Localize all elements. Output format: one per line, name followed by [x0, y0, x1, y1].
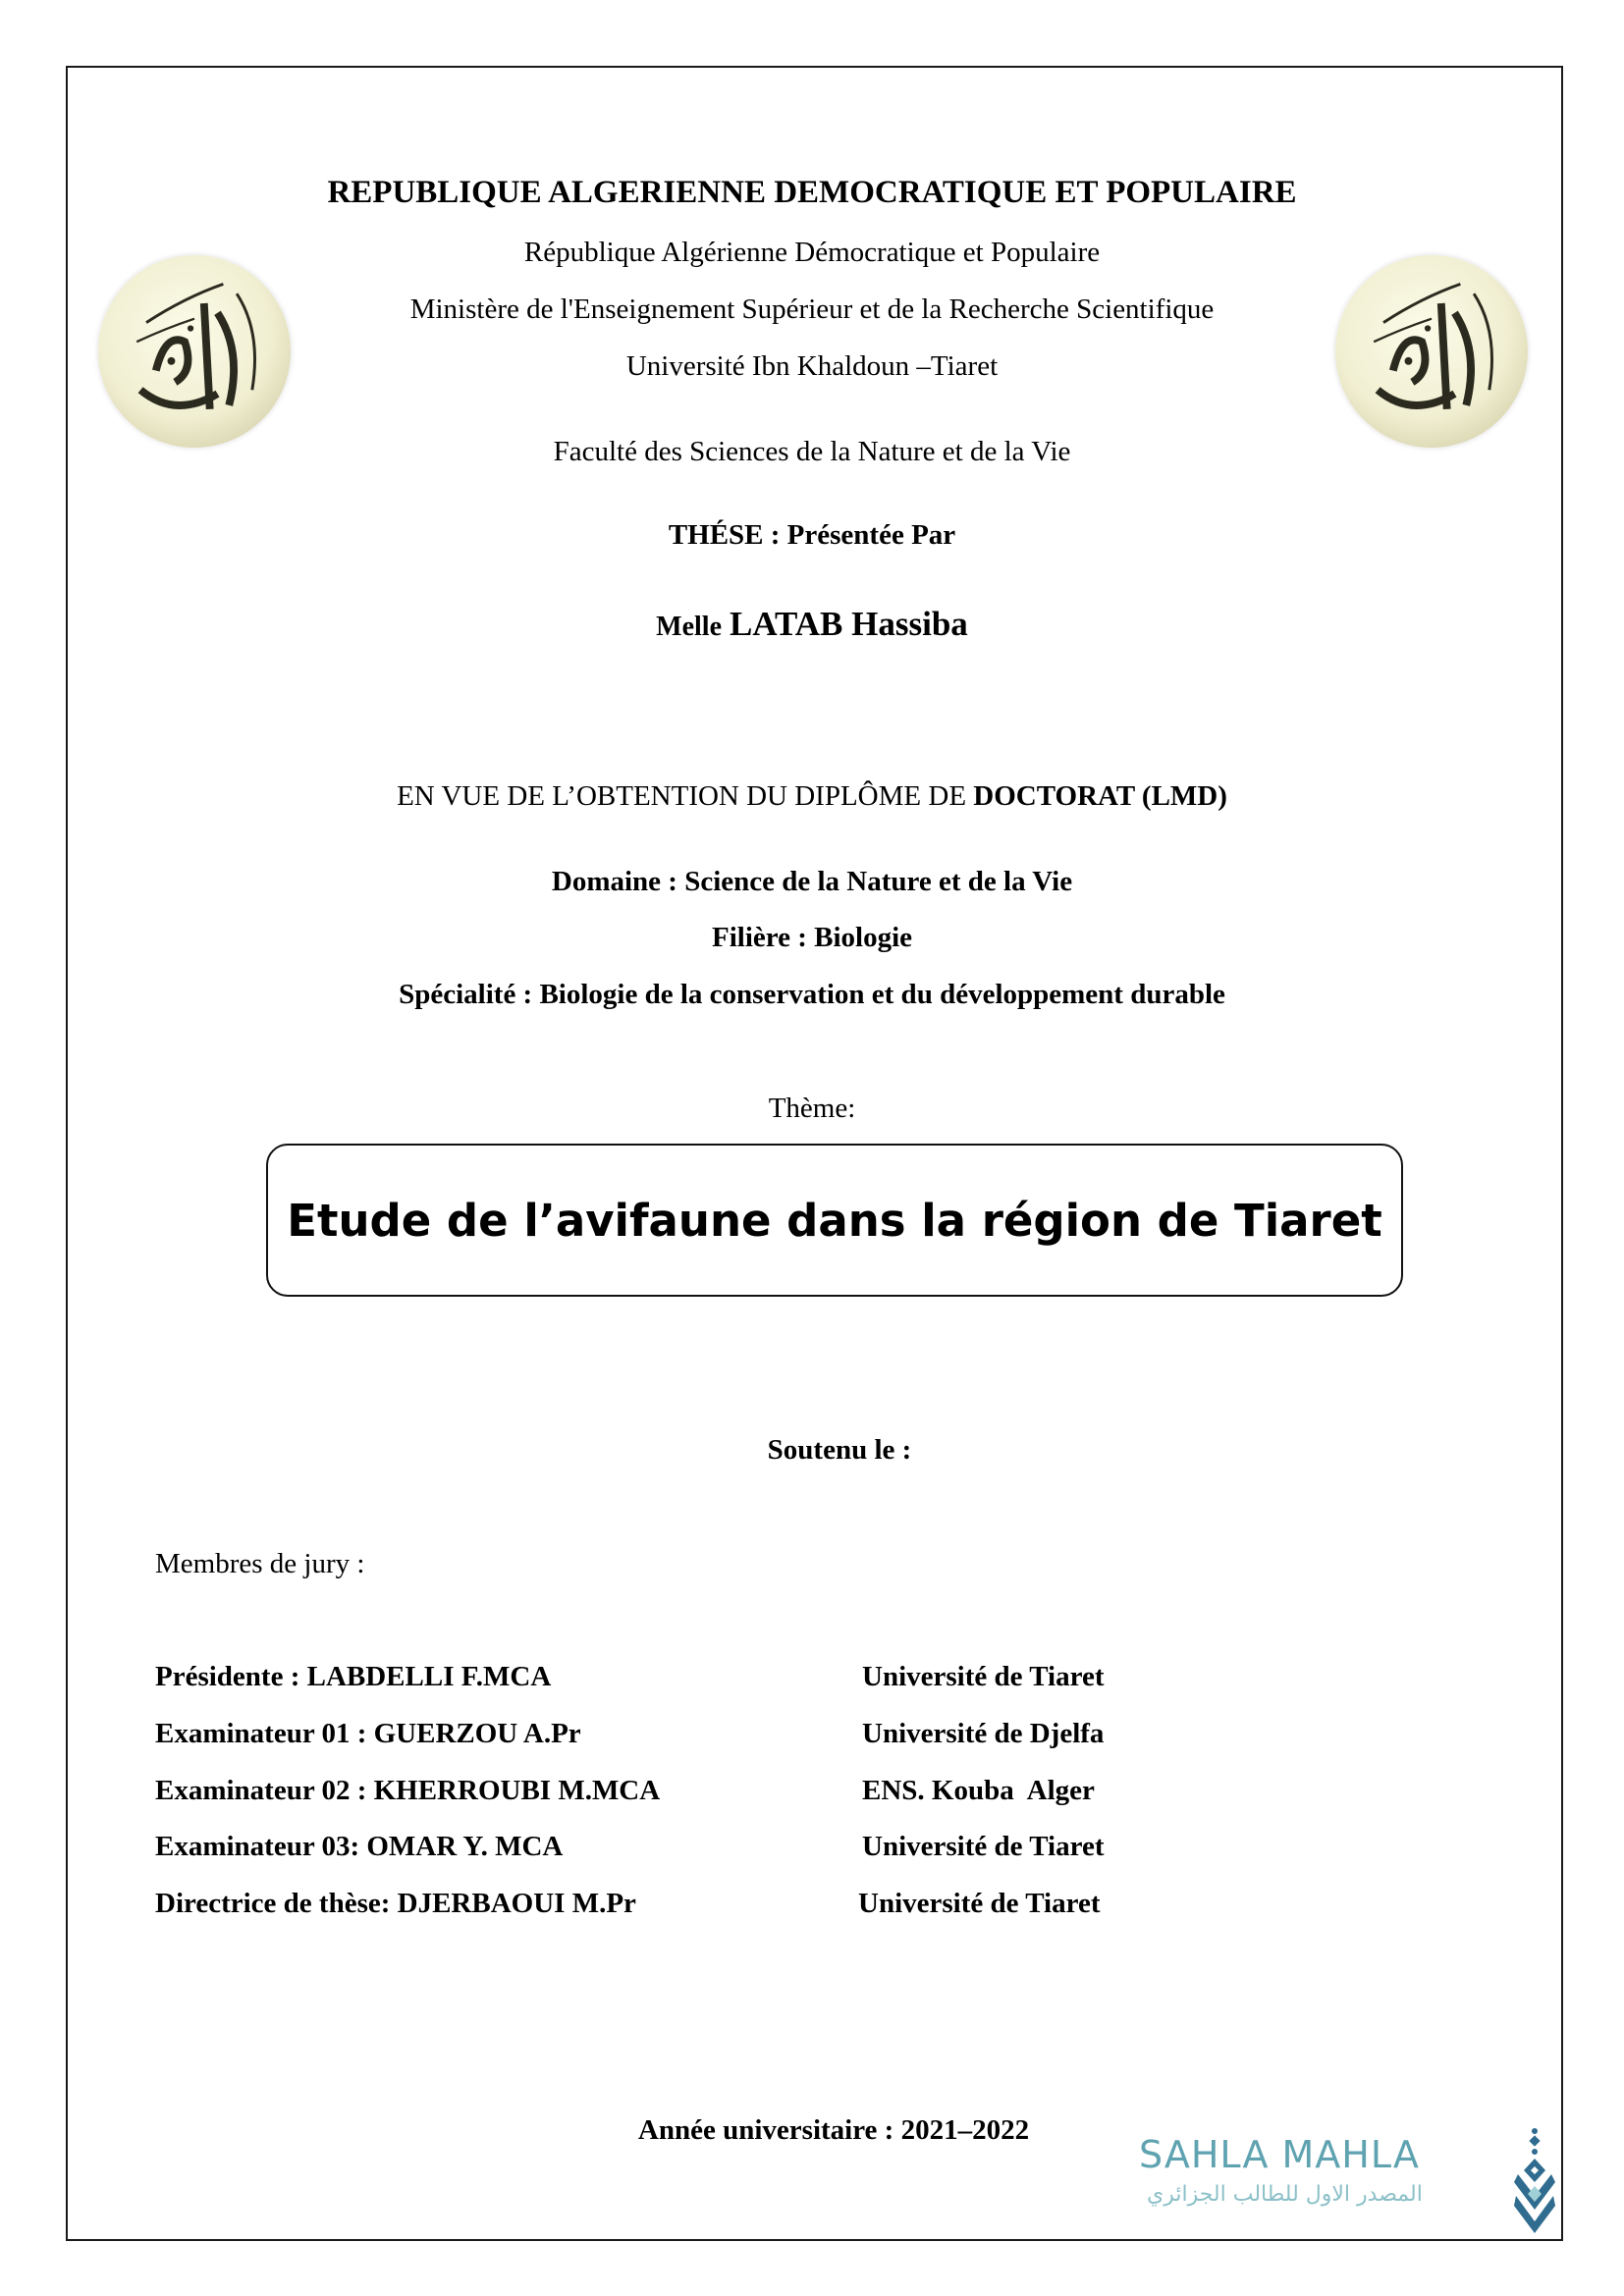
diploma-name: DOCTORAT (LMD)	[973, 780, 1227, 812]
jury-member	[155, 1831, 1432, 1870]
sahla-mahla-watermark	[1139, 2125, 1561, 2238]
jury-institution: Université de Djelfa	[862, 1718, 1105, 1749]
diploma-prefix: EN VUE DE L’OBTENTION DU DIPLÔME DE	[397, 780, 974, 812]
sahla-mahla-logo-icon	[1512, 2125, 1557, 2235]
theme-title: Etude de l’avifaune dans la région de Tiaret	[287, 1194, 1382, 1247]
defense-date-label: Soutenu le :	[767, 1434, 912, 1466]
field: Filière : Biologie	[711, 922, 913, 953]
theme-box	[266, 1144, 1403, 1297]
country-name: République Algérienne Démocratique et Populaire	[523, 237, 1101, 268]
jury-member	[155, 1775, 1432, 1814]
jury-institution: Université de Tiaret	[862, 1661, 1105, 1692]
theme-label: Thème:	[768, 1093, 856, 1124]
presented-by: THÉSE : Présentée Par	[668, 519, 956, 551]
jury-role: Examinateur 03: OMAR Y. MCA	[155, 1831, 564, 1862]
domain: Domaine : Science de la Nature et de la Vie	[551, 866, 1073, 897]
jury-institution: ENS. Kouba Alger	[862, 1775, 1095, 1806]
faculty-name: Faculté des Sciences de la Nature et de la Vie	[553, 436, 1071, 467]
jury-member	[155, 1888, 1432, 1927]
watermark-title: SAHLA MAHLA	[1139, 2133, 1420, 2176]
jury-member	[155, 1661, 1432, 1700]
jury-member	[155, 1718, 1432, 1757]
university-name: Université Ibn Khaldoun –Tiaret	[625, 350, 999, 382]
diploma-line	[0, 782, 1624, 811]
university-seal-right-icon	[1335, 255, 1528, 448]
jury-role: Examinateur 02 : KHERROUBI M.MCA	[155, 1775, 661, 1806]
author-title: Melle	[656, 612, 723, 642]
watermark-subtitle: المصدر الاول للطالب الجزائري	[1147, 2182, 1423, 2207]
country-caps-heading: REPUBLIQUE ALGERIENNE DEMOCRATIQUE ET POPULAIRE	[327, 175, 1297, 210]
academic-year: Année universitaire : 2021–2022	[637, 2114, 1030, 2146]
jury-institution: Université de Tiaret	[858, 1888, 1101, 1919]
ministry-name: Ministère de l'Enseignement Supérieur et de la Recherche Scientifique	[409, 294, 1215, 325]
specialty: Spécialité : Biologie de la conservation et du développement durable	[399, 979, 1225, 1010]
jury-label: Membres de jury :	[155, 1548, 365, 1579]
jury-role: Examinateur 01 : GUERZOU A.Pr	[155, 1718, 581, 1749]
university-seal-left-icon	[98, 255, 291, 448]
author-line	[0, 607, 1624, 641]
jury-institution: Université de Tiaret	[862, 1831, 1105, 1862]
jury-role: Directrice de thèse: DJERBAOUI M.Pr	[155, 1888, 636, 1919]
jury-role: Présidente : LABDELLI F.MCA	[155, 1661, 552, 1692]
author-name: LATAB Hassiba	[730, 605, 968, 643]
